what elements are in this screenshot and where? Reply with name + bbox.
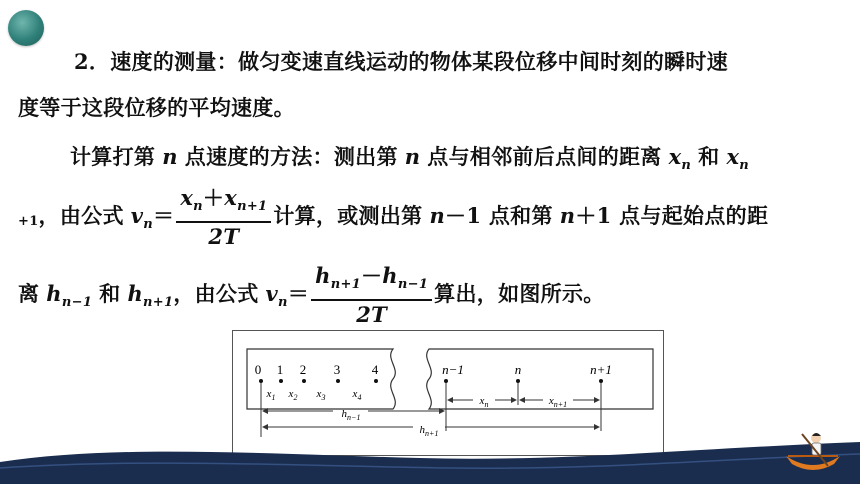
- point-label-2: 2: [299, 362, 307, 377]
- point-label-0: 0: [254, 362, 262, 377]
- paragraph-1-text-b: 度等于这段位移的平均速度。: [18, 95, 295, 120]
- paragraph-1-line-2: [18, 92, 295, 122]
- var-n: n: [404, 144, 421, 169]
- boat-illustration: [784, 426, 842, 476]
- dot-1: [279, 379, 283, 383]
- point-label-n-minus-1: n−1: [442, 362, 464, 377]
- fraction-1-denominator: 2T: [208, 224, 240, 249]
- dot-n-minus-1: [444, 379, 448, 383]
- point-label-3: 3: [333, 362, 341, 377]
- h-np1-label: $h_{n+1}$: [419, 424, 439, 438]
- dot-4: [374, 379, 378, 383]
- dot-0: [259, 379, 263, 383]
- fraction-2-numerator: [311, 262, 432, 301]
- subscript: n+1: [330, 277, 361, 292]
- paragraph-2-line-3: [18, 262, 605, 329]
- text-run: 点速度的方法：测出第: [184, 144, 398, 169]
- var-n: n: [162, 144, 178, 169]
- arrowhead: [519, 397, 525, 403]
- var-v: v: [130, 203, 144, 228]
- text-run: 和: [698, 144, 720, 169]
- text-run: 点与相邻前后点间的距离: [427, 144, 662, 169]
- paragraph-1-text-a: ．速度的测量：做匀变速直线运动的物体某段位移中间时刻的瞬时速: [88, 49, 728, 74]
- paragraph-1-line-1: [74, 46, 728, 76]
- var-h: h: [46, 281, 62, 306]
- item-number: 2: [74, 49, 89, 74]
- h-nm1-label: $h_{n-1}$: [341, 408, 361, 422]
- fraction-2-denominator: 2T: [356, 302, 388, 327]
- text-run: ，由公式: [173, 281, 259, 306]
- point-label-n-plus-1: n+1: [590, 362, 612, 377]
- footer-wave-decoration: [0, 424, 860, 484]
- subscript: n+1: [143, 295, 174, 310]
- var-h: h: [315, 263, 331, 288]
- plus-sign: ＋: [202, 185, 225, 210]
- var-x: x: [668, 144, 682, 169]
- xn-label: $x_n$: [479, 395, 489, 409]
- var-h: h: [127, 281, 144, 306]
- x2-label: $x_2$: [288, 388, 298, 402]
- text-run: 算出，如图所示。: [434, 281, 605, 306]
- text-run: ＋1 点与起始点的距: [575, 203, 769, 228]
- text-run: ，由公式: [38, 203, 124, 228]
- arrowhead: [447, 397, 453, 403]
- subscript: n+1: [237, 199, 268, 214]
- var-x: x: [726, 144, 740, 169]
- dot-3: [336, 379, 340, 383]
- dot-2: [302, 379, 306, 383]
- subscript: n−1: [397, 277, 429, 292]
- minus-sign: －: [360, 263, 383, 288]
- x1-label: $x_1$: [266, 388, 276, 402]
- paragraph-2-line-2: [18, 184, 768, 251]
- var-h: h: [382, 263, 398, 288]
- arrowhead: [511, 397, 517, 403]
- text-run: 和: [99, 281, 121, 306]
- var-v: v: [265, 281, 279, 306]
- var-x: x: [180, 185, 194, 210]
- text-run: －1 点和第: [445, 203, 553, 228]
- subscript: n: [143, 217, 154, 232]
- var-x: x: [224, 185, 238, 210]
- subscript: n: [278, 295, 288, 310]
- point-label-n: n: [514, 362, 522, 377]
- subscript: n: [739, 158, 750, 173]
- subscript-continued: +1: [18, 214, 39, 229]
- fraction-1-numerator: [176, 184, 271, 223]
- equals-sign: ＝: [287, 281, 310, 306]
- paragraph-2-line-1: [70, 141, 749, 173]
- dot-n-plus-1: [599, 379, 603, 383]
- point-label-4: 4: [371, 362, 379, 377]
- arrowhead: [594, 397, 600, 403]
- var-n: n: [559, 203, 576, 228]
- dot-n: [516, 379, 520, 383]
- var-n: n: [429, 203, 446, 228]
- equals-sign: ＝: [153, 203, 175, 228]
- logo-badge: [8, 10, 44, 46]
- subscript: n: [193, 199, 203, 214]
- fraction-2: [311, 262, 432, 329]
- x4-label: $x_4$: [352, 388, 362, 402]
- text-run: 离: [18, 281, 40, 306]
- text-run: 计算，或测出第: [273, 203, 423, 228]
- text-run: 计算打第: [70, 144, 156, 169]
- xn1-label: $x_{n+1}$: [548, 395, 568, 409]
- subscript: n−1: [61, 295, 93, 310]
- fraction-1: [176, 184, 271, 251]
- x3-label: $x_3$: [316, 388, 326, 402]
- subscript: n: [681, 158, 692, 173]
- point-label-1: 1: [276, 362, 284, 377]
